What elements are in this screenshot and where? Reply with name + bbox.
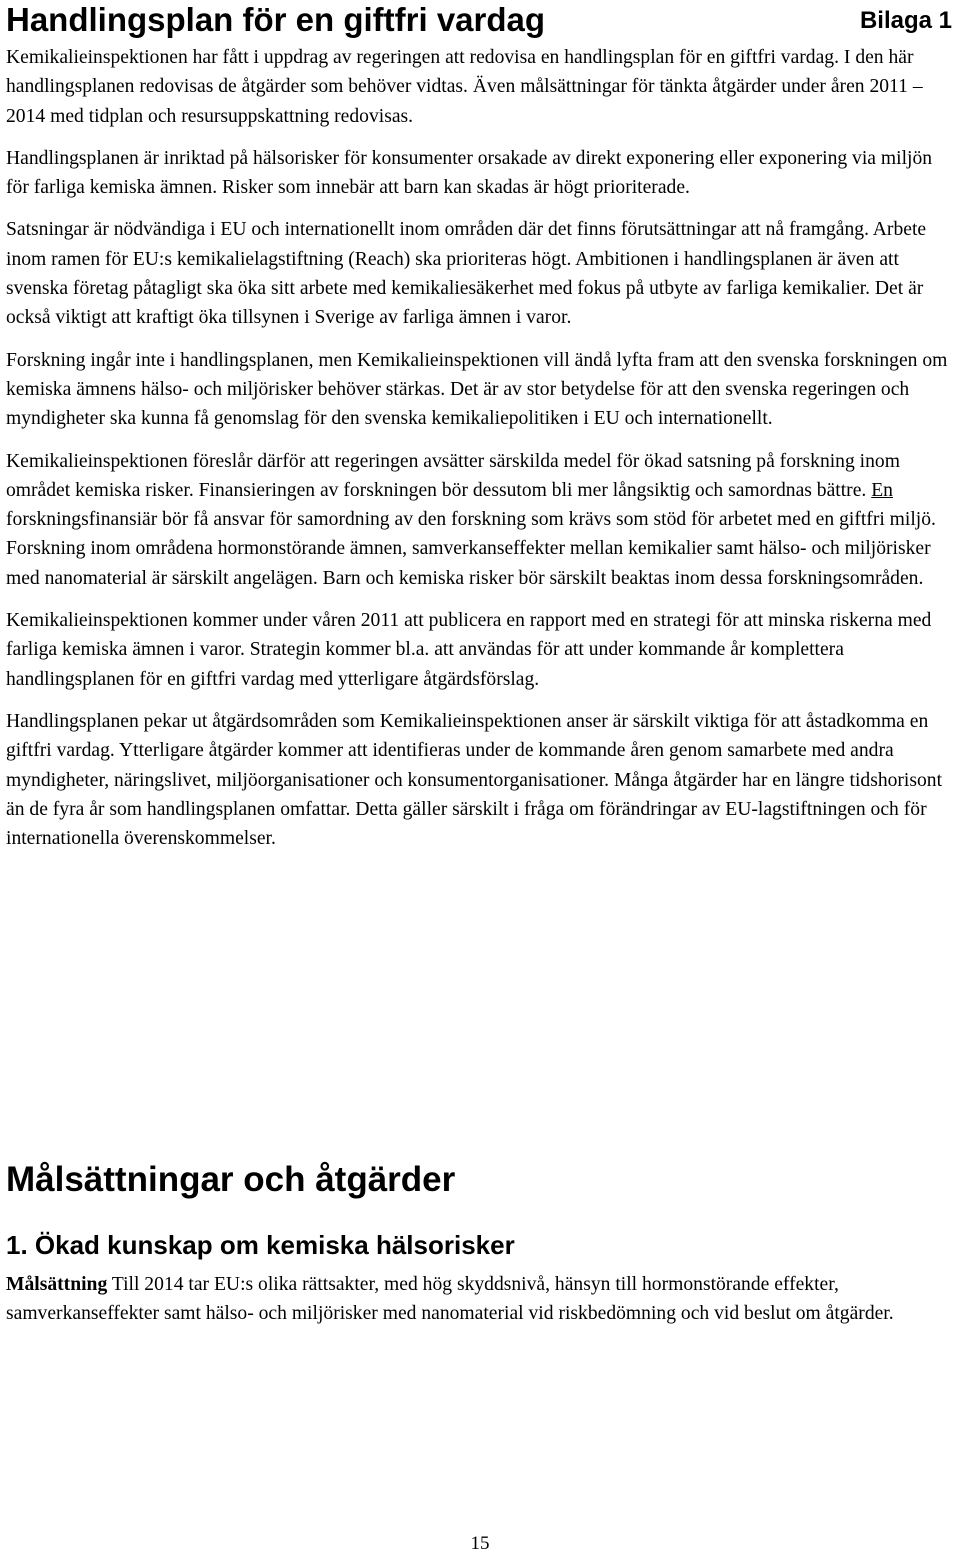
goal-text: Till 2014 tar EU:s olika rättsakter, med hög skyddsnivå, hänsyn till hormonstörande effekter, samverkanseffekter samt hälso- och miljörisker med nanomaterial vid riskbedömning och vid beslut om åtgärder. [6,1274,894,1325]
paragraph-strategy-report: Kemikalieinspektionen kommer under våren 2011 att publicera en rapport med en strategi för att minska riskerna med farliga kemiska ämnen i varor. Strategin kommer bl.a. att användas för att under kommande år komplettera handlingsplanen för en giftfri vardag med ytterligare åtgärdsförslag. [6,610,932,690]
paragraph-research: Forskning ingår inte i handlingsplanen, men Kemikalieinspektionen vill ändå lyfta fram att den svenska forskningen om kemiska ämnens hälso- och miljörisker behöver stärkas. Det är av stor betydelse för att den svenska regeringen och myndigheter ska kunna få genomslag för den svenska kemikaliepolitiken i EU och internationellt. [6,349,948,430]
goal-label: Målsättning [6,1274,108,1295]
paragraph-action-areas: Handlingsplanen pekar ut åtgärdsområden som Kemikalieinspektionen anser är särskilt viktiga för att åstadkomma en giftfri vardag. Ytterligare åtgärder kommer att identifieras under de kommande åren genom samarbete med andra myndigheter, näringslivet, miljöorganisationer och konsumentorganisationer. Många åtgärder har en längre tidshorisont än de fyra år som handlingsplanen omfattar. Detta gäller särskilt i fråga om förändringar av EU-lagstiftningen och för internationella överenskommelser. [6,710,943,850]
paragraph-focus: Handlingsplanen är inriktad på hälsorisker för konsumenter orsakade av direkt exponering eller exponering via miljön för farliga kemiska ämnen. Risker som innebär att barn kan skadas är högt prioriterade. [6,147,933,199]
section-heading: Målsättningar och åtgärder [6,1160,456,1199]
paragraph-eu-efforts: Satsningar är nödvändiga i EU och internationellt inom områden där det finns förutsättningar att nå framgång. Arbete inom ramen för EU:s kemikalielagstiftning (Reach) ska prioriteras högt. Ambitionen i handlingsplanen är även att svenska företag påtagligt ska öka sitt arbete med kemikaliesäkerhet med fokus på utbyte av farliga kemikalier. Det är också viktigt att kraftigt öka tillsynen i Sverige av farliga ämnen i varor. [6,219,927,329]
document-title: Handlingsplan för en giftfri vardag [6,1,546,38]
page-number: 15 [470,1533,490,1554]
body-text [6,43,952,866]
subsection-heading: 1. Ökad kunskap om kemiska hälsorisker [6,1230,515,1260]
paragraph-assignment: Kemikalieinspektionen har fått i uppdrag av regeringen att redovisa en handlingsplan för en giftfri vardag. I den här handlingsplanen redovisas de åtgärder som behöver vidtas. Även målsättningar för tänkta åtgärder under åren 2011 – 2014 med tidplan och resursuppskattning redovisas. [6,47,923,127]
paragraph-funding-text-end: forskningsfinansiär bör få ansvar för samordning av den forskning som krävs som stöd för arbetet med en giftfri miljö. Forskning inom områdena hormonstörande ämnen, samverkanseffekter mellan kemikalier samt hälso- och miljörisker med nanomaterial är särskilt angelägen. Barn och kemiska risker bör särskilt beaktas inom dessa forskningsområden. [6,509,936,589]
page-header [6,0,956,44]
paragraph-funding-underlined-word: En [871,479,893,501]
goal-paragraph [6,1270,952,1329]
paragraph-funding-text-start: Kemikalieinspektionen föreslår därför att regeringen avsätter särskilda medel för ökad satsning på forskning inom området kemiska risker. Finansieringen av forskningen bör dessutom bli mer långsiktig och samordnas bättre. [6,450,900,501]
appendix-label: Bilaga 1 [859,7,952,34]
paragraph-research-funding [6,447,952,593]
